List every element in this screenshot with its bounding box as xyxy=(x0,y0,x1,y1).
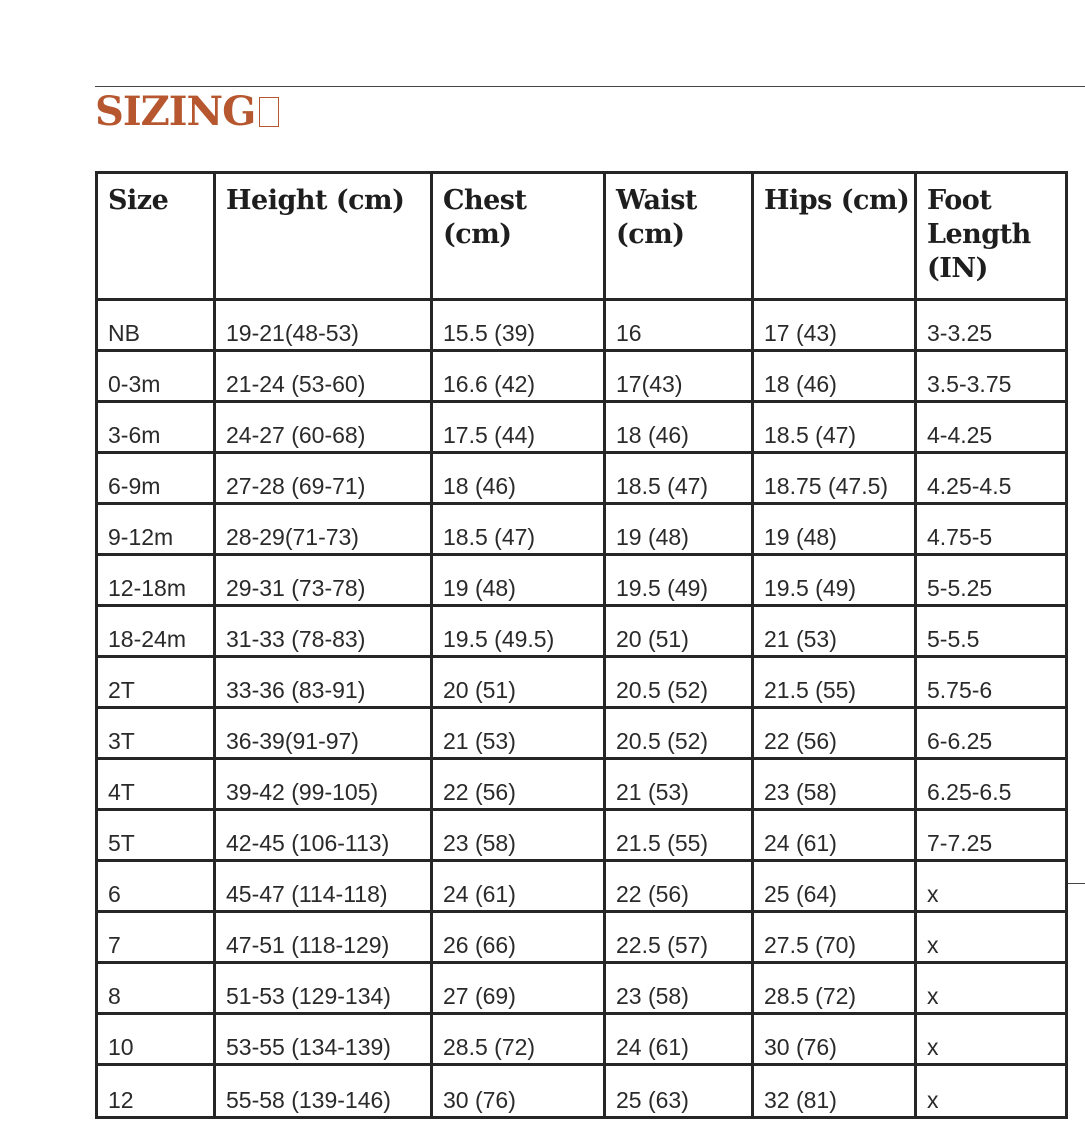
table-cell-chest: 19.5 (49.5) xyxy=(432,606,605,657)
table-cell-height: 51-53 (129-134) xyxy=(215,963,432,1014)
table-cell-chest: 26 (66) xyxy=(432,912,605,963)
table-cell-hips: 25 (64) xyxy=(753,861,916,912)
table-cell-waist: 21.5 (55) xyxy=(605,810,753,861)
table-cell-height: 42-45 (106-113) xyxy=(215,810,432,861)
table-cell-waist: 18.5 (47) xyxy=(605,453,753,504)
table-cell-height: 45-47 (114-118) xyxy=(215,861,432,912)
table-row xyxy=(97,300,1067,351)
table-cell-hips: 24 (61) xyxy=(753,810,916,861)
table-cell-size: 3T xyxy=(97,708,215,759)
table-cell-height: 33-36 (83-91) xyxy=(215,657,432,708)
table-cell-waist: 18 (46) xyxy=(605,402,753,453)
table-cell-foot-length: 6.25-6.5 xyxy=(916,759,1067,810)
table-cell-hips: 28.5 (72) xyxy=(753,963,916,1014)
table-row xyxy=(97,963,1067,1014)
table-cell-chest: 16.6 (42) xyxy=(432,351,605,402)
table-cell-chest: 30 (76) xyxy=(432,1065,605,1118)
table-cell-hips: 23 (58) xyxy=(753,759,916,810)
page-title-text: SIZING xyxy=(95,88,256,135)
table-row xyxy=(97,810,1067,861)
table-cell-foot-length: 6-6.25 xyxy=(916,708,1067,759)
table-cell-chest: 28.5 (72) xyxy=(432,1014,605,1065)
table-row xyxy=(97,504,1067,555)
table-cell-size: 18-24m xyxy=(97,606,215,657)
table-row xyxy=(97,351,1067,402)
table-cell-hips: 32 (81) xyxy=(753,1065,916,1118)
header-row xyxy=(97,173,1067,300)
table-cell-size: 2T xyxy=(97,657,215,708)
table-cell-hips: 27.5 (70) xyxy=(753,912,916,963)
table-cell-waist: 17(43) xyxy=(605,351,753,402)
table-row xyxy=(97,657,1067,708)
table-cell-height: 39-42 (99-105) xyxy=(215,759,432,810)
table-row xyxy=(97,861,1067,912)
table-row xyxy=(97,708,1067,759)
table-cell-foot-length: 5.75-6 xyxy=(916,657,1067,708)
table-cell-height: 53-55 (134-139) xyxy=(215,1014,432,1065)
top-rule xyxy=(95,86,1085,87)
table-cell-size: 12-18m xyxy=(97,555,215,606)
table-row xyxy=(97,1065,1067,1118)
table-cell-chest: 15.5 (39) xyxy=(432,300,605,351)
table-cell-size: 4T xyxy=(97,759,215,810)
column-header-size: Size xyxy=(97,173,215,300)
table-row xyxy=(97,402,1067,453)
table-cell-hips: 18 (46) xyxy=(753,351,916,402)
table-cell-height: 55-58 (139-146) xyxy=(215,1065,432,1118)
column-header-chest: Chest (cm) xyxy=(432,173,605,300)
page-title xyxy=(95,90,279,134)
table-cell-chest: 27 (69) xyxy=(432,963,605,1014)
table-cell-foot-length: 5-5.25 xyxy=(916,555,1067,606)
table-cell-foot-length: x xyxy=(916,963,1067,1014)
table-cell-size: 12 xyxy=(97,1065,215,1118)
table-row xyxy=(97,1014,1067,1065)
table-cell-waist: 24 (61) xyxy=(605,1014,753,1065)
table-cell-foot-length: x xyxy=(916,861,1067,912)
table-cell-height: 29-31 (73-78) xyxy=(215,555,432,606)
table-cell-hips: 21.5 (55) xyxy=(753,657,916,708)
table-cell-size: 8 xyxy=(97,963,215,1014)
table-cell-height: 31-33 (78-83) xyxy=(215,606,432,657)
table-row xyxy=(97,606,1067,657)
table-cell-foot-length: x xyxy=(916,1014,1067,1065)
table-cell-foot-length: 7-7.25 xyxy=(916,810,1067,861)
table-cell-size: 10 xyxy=(97,1014,215,1065)
table-cell-height: 21-24 (53-60) xyxy=(215,351,432,402)
table-cell-height: 27-28 (69-71) xyxy=(215,453,432,504)
table-cell-waist: 22 (56) xyxy=(605,861,753,912)
column-header-height: Height (cm) xyxy=(215,173,432,300)
table-cell-chest: 17.5 (44) xyxy=(432,402,605,453)
table-cell-height: 47-51 (118-129) xyxy=(215,912,432,963)
table-cell-size: 6 xyxy=(97,861,215,912)
table-cell-foot-length: 4-4.25 xyxy=(916,402,1067,453)
column-header-hips: Hips (cm) xyxy=(753,173,916,300)
table-cell-foot-length: 5-5.5 xyxy=(916,606,1067,657)
table-cell-chest: 24 (61) xyxy=(432,861,605,912)
table-cell-chest: 18.5 (47) xyxy=(432,504,605,555)
table-cell-waist: 20.5 (52) xyxy=(605,708,753,759)
table-cell-waist: 21 (53) xyxy=(605,759,753,810)
column-header-foot-length: Foot Length (IN) xyxy=(916,173,1067,300)
table-cell-size: 5T xyxy=(97,810,215,861)
table-cell-height: 28-29(71-73) xyxy=(215,504,432,555)
table-cell-size: 3-6m xyxy=(97,402,215,453)
sizing-table-body xyxy=(97,300,1067,1118)
table-cell-size: 0-3m xyxy=(97,351,215,402)
table-cell-height: 36-39(91-97) xyxy=(215,708,432,759)
table-cell-height: 19-21(48-53) xyxy=(215,300,432,351)
sizing-table xyxy=(95,171,1068,1119)
table-cell-waist: 25 (63) xyxy=(605,1065,753,1118)
table-cell-hips: 21 (53) xyxy=(753,606,916,657)
sizing-table-header xyxy=(97,173,1067,300)
table-cell-hips: 19 (48) xyxy=(753,504,916,555)
table-cell-chest: 20 (51) xyxy=(432,657,605,708)
table-row xyxy=(97,912,1067,963)
table-cell-hips: 17 (43) xyxy=(753,300,916,351)
column-header-waist: Waist (cm) xyxy=(605,173,753,300)
table-cell-size: 9-12m xyxy=(97,504,215,555)
table-cell-foot-length: 3.5-3.75 xyxy=(916,351,1067,402)
side-rule xyxy=(1066,883,1085,884)
table-cell-waist: 20 (51) xyxy=(605,606,753,657)
table-cell-hips: 18.75 (47.5) xyxy=(753,453,916,504)
table-cell-hips: 19.5 (49) xyxy=(753,555,916,606)
missing-glyph-icon xyxy=(259,97,279,127)
table-cell-foot-length: x xyxy=(916,1065,1067,1118)
table-cell-size: 6-9m xyxy=(97,453,215,504)
table-cell-foot-length: 3-3.25 xyxy=(916,300,1067,351)
table-cell-waist: 16 xyxy=(605,300,753,351)
table-cell-size: NB xyxy=(97,300,215,351)
table-cell-hips: 18.5 (47) xyxy=(753,402,916,453)
table-cell-waist: 20.5 (52) xyxy=(605,657,753,708)
table-cell-waist: 19 (48) xyxy=(605,504,753,555)
table-cell-chest: 21 (53) xyxy=(432,708,605,759)
table-cell-foot-length: x xyxy=(916,912,1067,963)
table-cell-foot-length: 4.25-4.5 xyxy=(916,453,1067,504)
table-row xyxy=(97,453,1067,504)
table-cell-size: 7 xyxy=(97,912,215,963)
table-cell-chest: 18 (46) xyxy=(432,453,605,504)
table-cell-chest: 23 (58) xyxy=(432,810,605,861)
table-row xyxy=(97,555,1067,606)
table-cell-height: 24-27 (60-68) xyxy=(215,402,432,453)
table-cell-chest: 22 (56) xyxy=(432,759,605,810)
table-row xyxy=(97,759,1067,810)
table-cell-chest: 19 (48) xyxy=(432,555,605,606)
table-cell-hips: 22 (56) xyxy=(753,708,916,759)
table-cell-hips: 30 (76) xyxy=(753,1014,916,1065)
table-cell-waist: 23 (58) xyxy=(605,963,753,1014)
table-cell-waist: 22.5 (57) xyxy=(605,912,753,963)
table-cell-foot-length: 4.75-5 xyxy=(916,504,1067,555)
table-cell-waist: 19.5 (49) xyxy=(605,555,753,606)
